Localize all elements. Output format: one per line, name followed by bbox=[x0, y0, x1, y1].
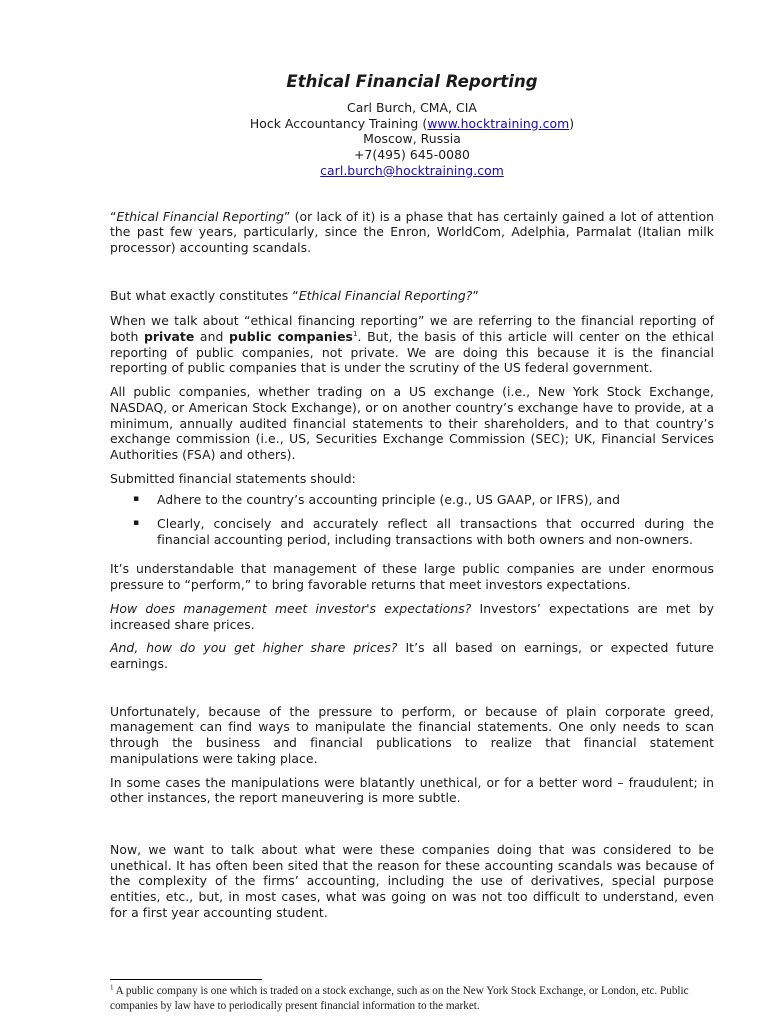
question-prefix: But what exactly constitutes “ bbox=[110, 287, 299, 303]
footnote-number: 1 bbox=[110, 983, 114, 992]
definition-private: private bbox=[143, 329, 195, 345]
author-name: Carl Burch, CMA, CIA bbox=[347, 100, 477, 115]
intro-open-quote: “ bbox=[110, 208, 117, 224]
unethical-paragraph: In some cases the manipulations were blatantly unethical, or for a better word – fraudulent; in other instances, the report maneuvering is more subtle. bbox=[110, 774, 714, 806]
definition-paragraph bbox=[110, 313, 714, 376]
requirements-list bbox=[110, 492, 714, 547]
website-link[interactable]: www.hocktraining.com bbox=[427, 115, 570, 131]
share-prices-answer: It’s all based on earnings, or expected future earnings. bbox=[110, 640, 714, 671]
submitted-intro: Submitted financial statements should: bbox=[110, 470, 356, 486]
definition-text-3: . But, the basis of this article will center on the ethical reporting of public companies, not private. We are doing this because it is the financial reporting of public companies that is under the scrutiny of the US federal government. bbox=[110, 329, 714, 376]
author-phone: +7(495) 645-0080 bbox=[354, 147, 470, 163]
intro-text: ” (or lack of it) is a phase that has certainly gained a lot of attention the past few years, particularly, since the Enron, WorldCom, Adelphia, Parmalat (Italian milk processor) accounting scandals. bbox=[110, 208, 714, 255]
bullet-icon: ▪ bbox=[133, 494, 140, 505]
closing-paragraph: Now, we want to talk about what were these companies doing that was considered to be unethical. It has often been sited that the reason for these accounting scandals was because of the complexity of the firms’ accounting, including the use of derivatives, special purpose entities, etc., but, in most cases, what was going on was not too difficult to understand, even for a first year accounting student. bbox=[110, 841, 714, 920]
list-item-text: Clearly, concisely and accurately reflect all transactions that occurred during the financial accounting period, including transactions with both owners and non-owners. bbox=[157, 516, 714, 547]
expectations-paragraph bbox=[110, 601, 714, 632]
email-link[interactable]: carl.burch@hocktraining.com bbox=[320, 162, 504, 178]
footnote-reference[interactable]: 1 bbox=[352, 329, 358, 338]
definition-text-1: When we talk about “ethical financing reporting” we are referring to the financial reporting of both bbox=[110, 313, 714, 345]
page-title: Ethical Financial Reporting bbox=[286, 72, 538, 91]
document-body bbox=[110, 72, 714, 920]
manipulation-paragraph: Unfortunately, because of the pressure to perform, or because of plain corporate greed, management can find ways to manipulate the financial statements. One only needs to scan through the business and financial publications to realize that financial statement manipulations were taking place. bbox=[110, 703, 714, 766]
company-suffix: ) bbox=[569, 115, 575, 131]
share-prices-question: And, how do you get higher share prices? bbox=[110, 640, 398, 656]
share-prices-paragraph bbox=[110, 640, 714, 671]
list-item bbox=[110, 492, 714, 508]
intro-emphasis: Ethical Financial Reporting bbox=[116, 208, 284, 224]
question-suffix: ” bbox=[472, 287, 479, 303]
intro-paragraph bbox=[110, 209, 714, 256]
author-block bbox=[110, 100, 714, 179]
definition-text-2: and bbox=[194, 329, 229, 345]
expectations-question: How does management meet investor's expectations? bbox=[110, 600, 472, 616]
bullet-icon: ▪ bbox=[133, 518, 140, 529]
question-emphasis: Ethical Financial Reporting? bbox=[298, 287, 473, 303]
footnote bbox=[110, 984, 714, 1014]
list-item-text: Adhere to the country’s accounting principle (e.g., US GAAP, or IFRS), and bbox=[157, 492, 620, 508]
footnote-text-line bbox=[110, 984, 714, 1014]
list-item bbox=[110, 516, 714, 547]
definition-public-companies: public companies bbox=[229, 329, 353, 345]
author-email-line bbox=[110, 163, 714, 179]
expectations-answer: Investors’ expectations are met by increased share prices. bbox=[110, 600, 714, 632]
footnote-separator bbox=[110, 979, 262, 980]
public-companies-paragraph: All public companies, whether trading on a US exchange (i.e., New York Stock Exchange, NASDAQ, or American Stock Exchange), or on another country’s exchange have to provide, at a minimum, annually audited financial statements to their shareholders, and to that country’s exchange commission (i.e., US, Securities Exchange Commission (SEC); UK, Financial Services Authorities (FSA) and others). bbox=[110, 384, 714, 462]
question-paragraph bbox=[110, 288, 714, 304]
footnote-text: A public company is one which is traded on a stock exchange, such as on the New York Stock Exchange, or London, etc. Public companies by law have to periodically present financial information to the market. bbox=[110, 985, 689, 1012]
author-location: Moscow, Russia bbox=[363, 131, 461, 147]
pressure-paragraph: It’s understandable that management of these large public companies are under enormous pressure to “perform,” to bring favorable returns that meet investors expectations. bbox=[110, 561, 714, 593]
author-company bbox=[110, 116, 714, 132]
company-name: Hock Accountancy Training ( bbox=[249, 115, 428, 131]
